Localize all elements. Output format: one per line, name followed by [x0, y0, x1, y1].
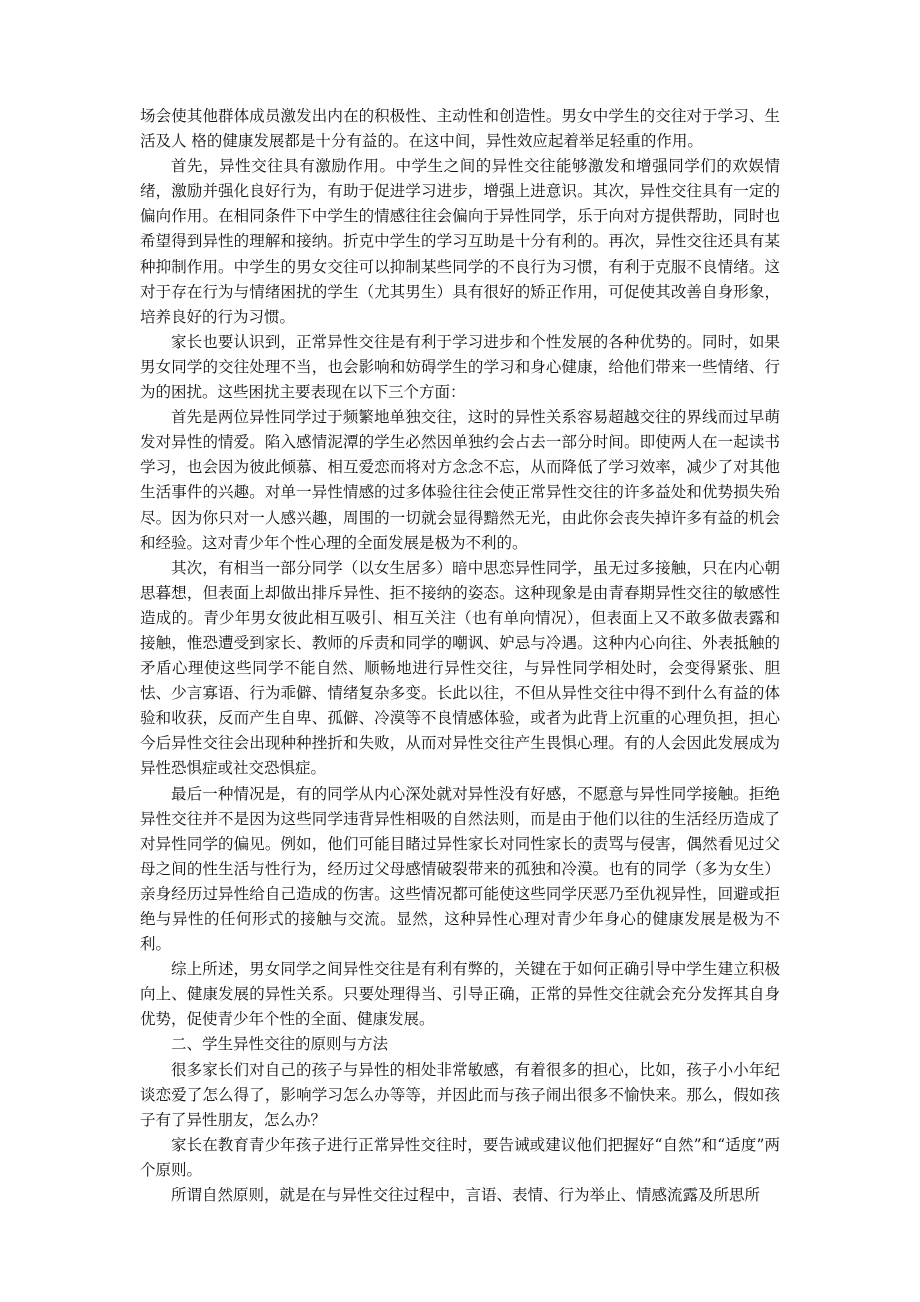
- paragraph-summary: 综上所述，男女同学之间异性交往是有利有弊的，关键在于如何正确引导中学生建立积极向上、健康发展的异性关系。只要处理得当、引导正确，正常的异性交往就会充分发挥其自身优势，促使青少年个性的全面、健康发展。: [140, 960, 780, 1029]
- paragraph-encouragement-effect: 首先，异性交往具有激励作用。中学生之间的异性交往能够激发和增强同学们的欢娱情绪，激励并强化良好行为，有助于促进学习进步，增强上进意识。其次，异性交往具有一定的偏向作用。在相同条件下中学生的情感往往会偏向于异性同学，乐于向对方提供帮助，同时也希望得到异性的理解和接纳。折克中学生的学习互助是十分有利的。再次，异性交往还具有某种抑制作用。中学生的男女交往可以抑制某些同学的不良行为习惯，有利于克服不良情绪。这对于存在行为与情绪困扰的学生（尤其男生）具有很好的矫正作用，可促使其改善自身形象，培养良好的行为习惯。: [140, 157, 780, 326]
- paragraph-intro-continuation: 场会使其他群体成员激发出内在的积极性、主动性和创造性。男女中学生的交往对于学习、生活及人 格的健康发展都是十分有益的。在这中间，异性效应起着举足轻重的作用。: [140, 107, 780, 151]
- paragraph-natural-principle: 所谓自然原则，就是在与异性交往过程中，言语、表情、行为举止、情感流露及所思所: [171, 1186, 761, 1205]
- paragraph-second-issue: 其次，有相当一部分同学（以女生居多）暗中思恋异性同学，虽无过多接触，只在内心朝思暮想，但表面上却做出排斥异性、拒不接纳的姿态。这种现象是由青春期异性交往的敏感性造成的。青少年男女彼此相互吸引、相互关注（也有单向情况），但表面上又不敢多做表露和接触，惟恐遭受到家长、教师的斥责和同学的嘲讽、妒忌与冷遇。这种内心向往、外表抵触的矛盾心理使这些同学不能自然、顺畅地进行异性交往，与异性同学相处时，会变得紧张、胆怯、少言寡语、行为乖僻、情绪复杂多变。长此以往，不但从异性交往中得不到什么有益的体验和收获，反而产生自卑、孤僻、冷漠等不良情感体验，或者为此背上沉重的心理负担，担心今后异性交往会出现种种挫折和失败，从而对异性交往产生畏惧心理。有的人会因此发展成为异性恐惧症或社交恐惧症。: [140, 558, 780, 778]
- section-heading-principles: 二、学生异性交往的原则与方法: [171, 1035, 389, 1054]
- paragraph-first-issue: 首先是两位异性同学过于频繁地单独交往，这时的异性关系容易超越交往的界线而过早萌发对异性的情爱。陷入感情泥潭的学生必然因单独约会占去一部分时间。即使两人在一起读书学习，也会因为彼此倾慕、相互爱恋而将对方念念不忘，从而降低了学习效率，减少了对其他生活事件的兴趣。对单一异性情感的过多体验往往会使正常异性交往的许多益处和优势损失殆尽。因为你只对一人感兴趣，周围的一切就会显得黯然无光，由此你会丧失掉许多有益的机会和经验。这对青少年个性心理的全面发展是极为不利的。: [140, 408, 780, 552]
- paragraph-third-issue: 最后一种情况是，有的同学从内心深处就对异性没有好感，不愿意与异性同学接触。拒绝异性交往并不是因为这些同学违背异性相吸的自然法则，而是由于他们以往的生活经历造成了对异性同学的偏见。例如，他们可能目睹过异性家长对同性家长的责骂与侵害，偶然看见过父母之间的性生活与性行为，经历过父母感情破裂带来的孤独和冷漠。也有的同学（多为女生）亲身经历过异性给自己造成的伤害。这些情况都可能使这些同学厌恶乃至仇视异性，回避或拒绝与异性的任何形式的接触与交流。显然，这种异性心理对青少年身心的健康发展是极为不利。: [140, 784, 780, 954]
- document-page: [140, 104, 780, 1208]
- paragraph-parent-awareness: 家长也要认识到，正常异性交往是有利于学习进步和个性发展的各种优势的。同时，如果男女同学的交往处理不当，也会影响和妨碍学生的学习和身心健康，给他们带来一些情绪、行为的困扰。这些困扰主要表现在以下三个方面：: [140, 332, 780, 402]
- paragraph-parent-concerns: 很多家长们对自己的孩子与异性的相处非常敏感，有着很多的担心，比如，孩子小小年纪谈恋爱了怎么得了，影响学习怎么办等等，并因此而与孩子闹出很多不愉快来。那么，假如孩子有了异性朋友，怎么办？: [140, 1060, 780, 1129]
- paragraph-two-principles: 家长在教育青少年孩子进行正常异性交往时，要告诫或建议他们把握好“自然”和“适度”两个原则。: [140, 1135, 780, 1179]
